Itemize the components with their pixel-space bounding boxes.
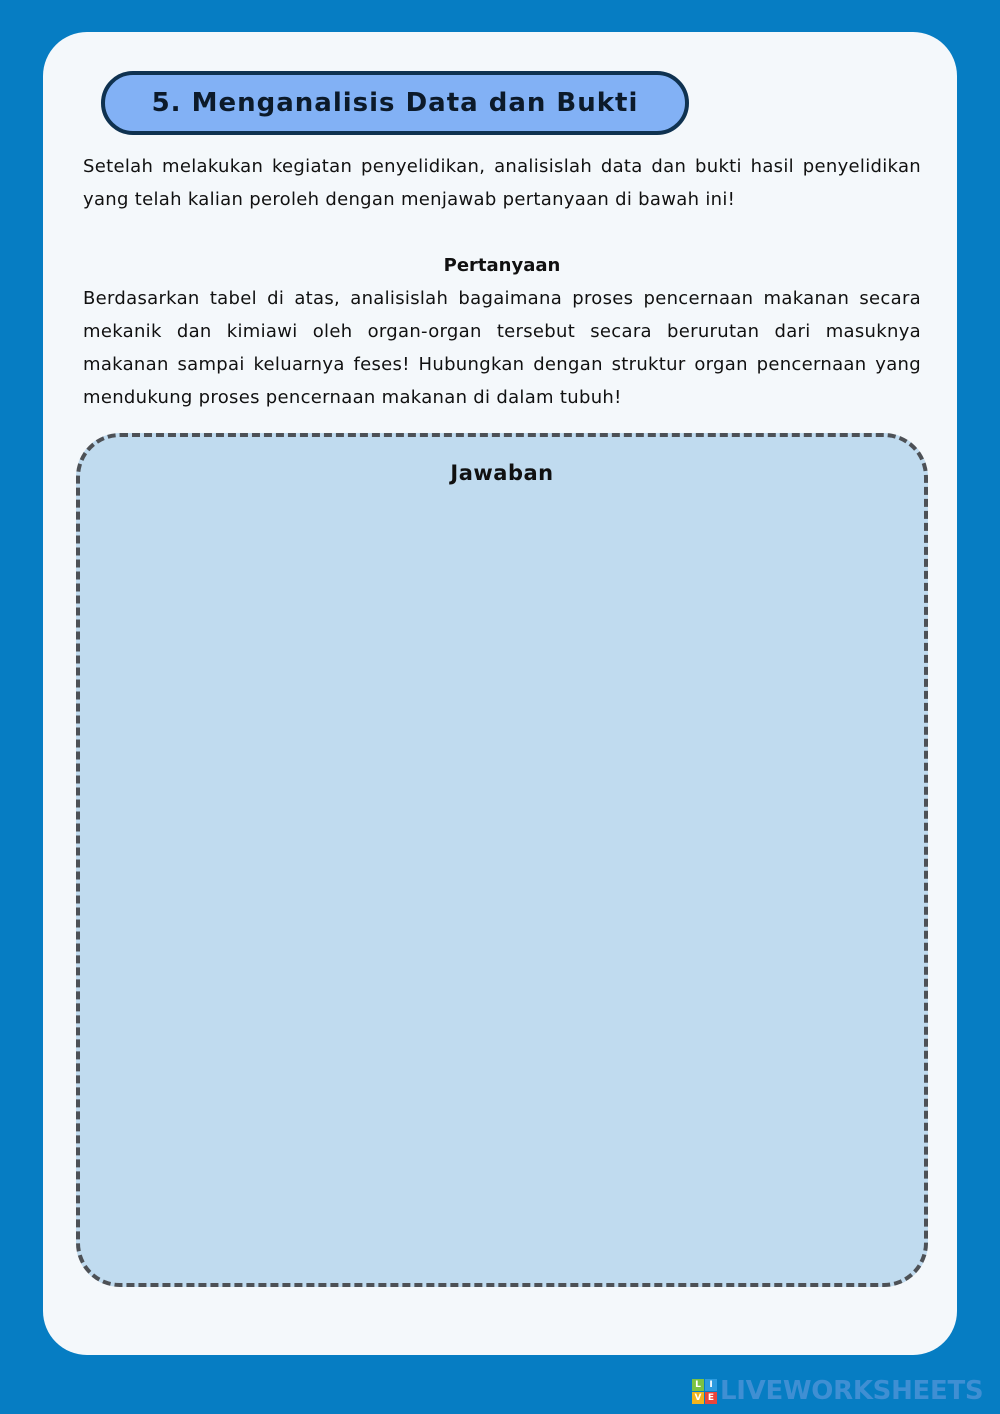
intro-instructions: Setelah melakukan kegiatan penyelidikan, analisislah data dan bukti hasil penyelidikan yang telah kalian peroleh dengan menjawab pertanyaan di bawah ini!	[83, 156, 921, 210]
answer-textarea[interactable]	[76, 433, 928, 1287]
question-heading: Pertanyaan	[443, 255, 561, 276]
logo-tile-i: I	[705, 1379, 717, 1391]
logo-tile-e: E	[705, 1392, 717, 1404]
question-text: Berdasarkan tabel di atas, analisislah bagaimana proses pencernaan makanan secara mekanik dan kimiawi oleh organ-organ tersebut secara berurutan dari masuknya makanan sampai keluarnya feses! Hubungkan dengan struktur organ pencernaan yang mendukung proses pencernaan makanan di dalam tubuh!	[83, 288, 921, 408]
liveworksheets-logo-text: LIVEWORKSHEETS	[720, 1376, 984, 1406]
section-title: 5. Menganalisis Data dan Bukti	[151, 88, 639, 118]
section-title-banner	[101, 71, 689, 135]
liveworksheets-logo-icon	[692, 1379, 717, 1404]
logo-tile-l: L	[692, 1379, 704, 1391]
liveworksheets-logo[interactable]	[692, 1376, 983, 1406]
logo-tile-v: V	[692, 1392, 704, 1404]
answer-heading: Jawaban	[450, 461, 554, 485]
